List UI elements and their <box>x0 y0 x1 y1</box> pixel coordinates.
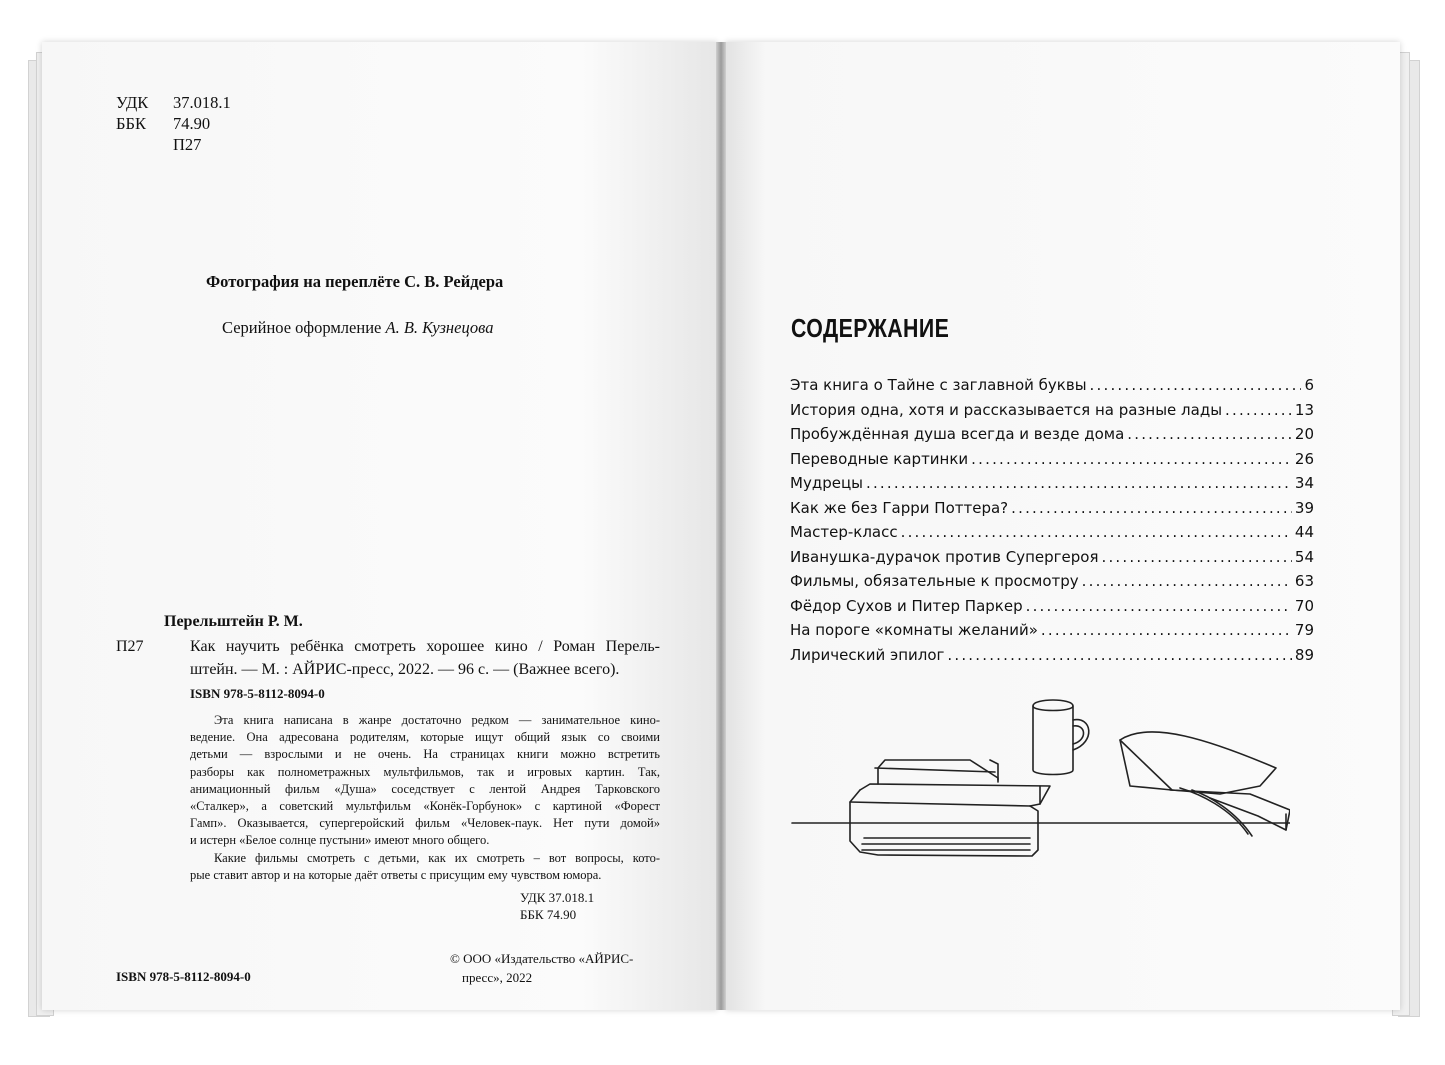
toc-entry <box>790 548 1314 573</box>
bottom-codes <box>520 889 660 923</box>
isbn-bottom: ISBN 978-5-8112-8094-0 <box>116 969 251 984</box>
toc-leader-dots <box>901 523 1292 541</box>
toc-title: СОДЕРЖАНИЕ <box>791 313 950 343</box>
annotation-line: Эта книга написана в жанре достаточно редком — занимательное кино- <box>214 713 660 727</box>
toc-entry-page: 79 <box>1294 621 1314 639</box>
toc-entry-page: 6 <box>1304 376 1314 394</box>
toc-leader-dots <box>866 474 1292 492</box>
toc-entry-title: Пробуждённая душа всегда и везде дома <box>790 425 1125 443</box>
isbn: ISBN 978-5-8112-8094-0 <box>190 686 325 701</box>
serial-design-prefix: Серийное оформление <box>222 318 382 337</box>
annotation-line: «Сталкер», а советский мультфильм «Конёк-Горбунок» с картиной «Форест <box>190 799 660 814</box>
toc-entry-title: Фёдор Сухов и Питер Паркер <box>790 596 1023 615</box>
toc-entry <box>790 499 1314 524</box>
annotation-line: детьми — взрослыми и не очень. На страницах книги можно встретить <box>190 747 660 762</box>
author-name: Перельштейн Р. М. <box>164 613 303 630</box>
toc-entry <box>790 450 1314 475</box>
toc-leader-dots <box>971 450 1292 468</box>
toc-entry-title: Мудрецы <box>790 474 863 492</box>
bib-line: штейн. — М. : АЙРИС-пресс, 2022. — 96 с. — (Важнее всего). <box>190 660 620 678</box>
toc-entry-title: На пороге «комнаты желаний» <box>790 621 1038 639</box>
code-row <box>116 92 231 113</box>
toc-leader-dots <box>1011 499 1292 517</box>
toc-entry <box>790 597 1314 622</box>
photo-credit: Фотография на переплёте С. В. Рейдера <box>206 272 504 291</box>
toc-entry-page: 54 <box>1294 547 1314 566</box>
toc-entry-page: 13 <box>1294 400 1314 419</box>
copyright-line: © ООО «Издательство «АЙРИС- <box>450 951 634 966</box>
annotation <box>190 712 660 884</box>
toc-entry-title: Иванушка-дурачок против Супергероя <box>790 547 1099 566</box>
bibliographic-record <box>190 636 660 681</box>
code-value: 37.018.1 <box>173 93 231 112</box>
author-code: П27 <box>116 638 144 655</box>
code-label: ББК <box>116 114 146 133</box>
toc-entry-page: 39 <box>1294 498 1314 517</box>
annotation-line: разборы как полнометражных мультфильмов, так и игровых картин. Так, <box>190 764 660 779</box>
toc-entry-title: Эта книга о Тайне с заглавной буквы <box>790 376 1087 394</box>
books-and-cup-illustration <box>790 690 1290 870</box>
toc-leader-dots <box>1082 572 1292 590</box>
toc-entry-page: 20 <box>1294 425 1314 443</box>
annotation-line: анимационный фильм «Душа» соседствует с лентой Андрея Тарковского <box>190 781 660 796</box>
toc-entry <box>790 376 1314 401</box>
code-row <box>116 134 231 155</box>
toc-entry-page: 26 <box>1294 449 1314 468</box>
toc-entry-title: Переводные картинки <box>790 449 969 468</box>
serial-design-name: А. В. Кузнецова <box>385 318 494 337</box>
code-label: УДК <box>116 93 149 112</box>
code-value: 74.90 <box>173 114 211 133</box>
code-value: П27 <box>173 135 202 154</box>
annotation-line: и истерн «Белое солнце пустыни» имеют много общего. <box>190 833 490 848</box>
toc-leader-dots <box>1041 621 1292 639</box>
toc-entry-title: История одна, хотя и рассказывается на разные лады <box>790 400 1223 419</box>
toc-entry <box>790 523 1314 548</box>
toc-entry <box>790 401 1314 426</box>
code-row <box>116 113 231 134</box>
annotation-line: рые ставит автор и на которые даёт ответы с присущим ему чувством юмора. <box>190 867 602 882</box>
toc-entry <box>790 474 1314 499</box>
toc-entry-title: Как же без Гарри Поттера? <box>790 498 1009 517</box>
annotation-line: Гамп». Оказывается, супергеройский фильм «Человек-паук. Нет пути домой» <box>190 816 660 831</box>
toc-leader-dots <box>1127 425 1292 443</box>
book-gutter <box>716 42 726 1010</box>
toc-leader-dots <box>1225 401 1292 419</box>
toc-leader-dots <box>1102 548 1292 566</box>
toc-entry-title: Лирический эпилог <box>790 645 945 664</box>
toc-leader-dots <box>1090 376 1302 394</box>
serial-design-credit <box>222 318 493 338</box>
table-of-contents <box>790 376 1314 670</box>
toc-leader-dots <box>947 646 1292 664</box>
bbk-bottom: ББК 74.90 <box>520 907 577 922</box>
toc-entry <box>790 425 1314 450</box>
copyright <box>450 949 633 987</box>
toc-entry-page: 70 <box>1294 596 1314 615</box>
toc-entry-title: Мастер-класс <box>790 523 898 541</box>
toc-entry-page: 89 <box>1294 645 1314 664</box>
udk-bottom: УДК 37.018.1 <box>520 890 595 905</box>
toc-entry <box>790 621 1314 646</box>
bib-line: Как научить ребёнка смотреть хорошее кино / Роман Перель- <box>190 638 660 655</box>
copyright-line: пресс», 2022 <box>462 970 533 985</box>
annotation-line: ведение. Она адресована родителям, которые ищут общий язык со своими <box>190 730 660 745</box>
toc-entry-page: 63 <box>1294 572 1314 590</box>
classification-codes <box>116 92 231 155</box>
toc-entry-page: 34 <box>1294 474 1314 492</box>
toc-entry <box>790 646 1314 671</box>
toc-entry <box>790 572 1314 597</box>
annotation-line: Какие фильмы смотреть с детьми, как их смотреть – вот вопросы, кото- <box>214 850 660 865</box>
toc-entry-title: Фильмы, обязательные к просмотру <box>790 572 1079 590</box>
code-label <box>116 134 173 155</box>
toc-entry-page: 44 <box>1294 523 1314 541</box>
toc-leader-dots <box>1026 597 1292 615</box>
